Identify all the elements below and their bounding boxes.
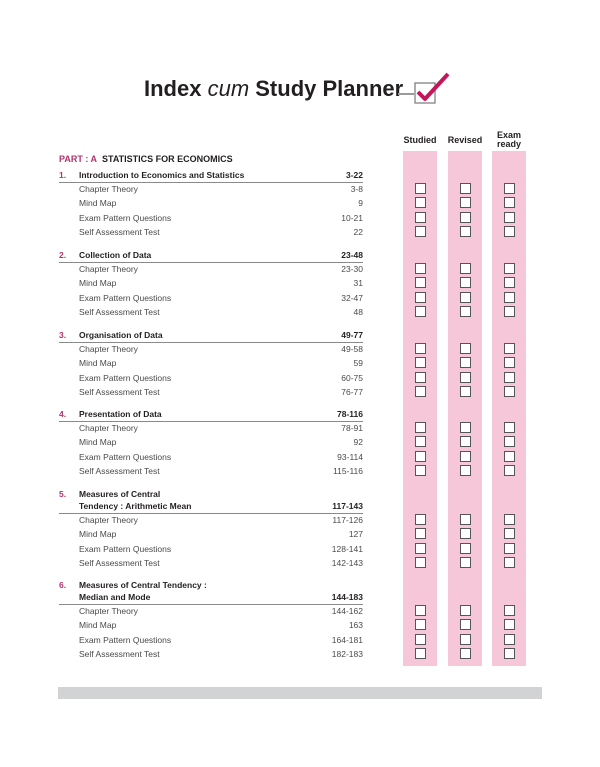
revised-checkbox[interactable] xyxy=(460,306,471,317)
studied-checkbox[interactable] xyxy=(415,528,426,539)
toc-item-row xyxy=(59,527,363,541)
chapter-title: Presentation of Data xyxy=(79,409,162,419)
chapter-heading xyxy=(59,590,363,605)
studied-checkbox[interactable] xyxy=(415,212,426,223)
chapter-heading xyxy=(59,407,363,422)
studied-checkbox[interactable] xyxy=(415,436,426,447)
toc-item-pages: 31 xyxy=(353,278,363,288)
revised-checkbox[interactable] xyxy=(460,451,471,462)
studied-checkbox[interactable] xyxy=(415,343,426,354)
toc-item-row xyxy=(59,291,363,305)
revised-checkbox[interactable] xyxy=(460,197,471,208)
exam-ready-checkbox[interactable] xyxy=(504,557,515,568)
toc-item-row xyxy=(59,305,363,319)
revised-checkbox[interactable] xyxy=(460,648,471,659)
revised-checkbox[interactable] xyxy=(460,422,471,433)
revised-checkbox[interactable] xyxy=(460,436,471,447)
revised-checkbox[interactable] xyxy=(460,514,471,525)
toc-item-pages: 163 xyxy=(348,620,363,630)
exam-ready-checkbox[interactable] xyxy=(504,183,515,194)
exam-ready-checkbox[interactable] xyxy=(504,514,515,525)
exam-ready-header-line1: Exam xyxy=(496,130,522,140)
checkmark-box-icon xyxy=(396,72,456,108)
studied-checkbox[interactable] xyxy=(415,306,426,317)
exam-ready-checkbox[interactable] xyxy=(504,605,515,616)
toc-item-label: Mind Map xyxy=(79,198,117,208)
toc-item-row xyxy=(59,262,363,276)
toc-item-label: Exam Pattern Questions xyxy=(79,452,172,462)
studied-header: Studied xyxy=(403,135,437,145)
studied-checkbox[interactable] xyxy=(415,465,426,476)
chapter-title: Introduction to Economics and Statistics xyxy=(79,170,245,180)
toc-item-row xyxy=(59,647,363,661)
revised-checkbox[interactable] xyxy=(460,277,471,288)
toc-item-pages: 93-114 xyxy=(337,452,363,462)
chapter-number: 5. xyxy=(59,489,67,499)
studied-checkbox[interactable] xyxy=(415,292,426,303)
toc-item-label: Exam Pattern Questions xyxy=(79,544,172,554)
chapter-pages: 78-116 xyxy=(337,409,363,419)
exam-ready-checkbox[interactable] xyxy=(504,451,515,462)
toc-item-label: Chapter Theory xyxy=(79,344,138,354)
toc-item-label: Chapter Theory xyxy=(79,423,138,433)
exam-ready-checkbox[interactable] xyxy=(504,634,515,645)
toc-item-label: Mind Map xyxy=(79,437,117,447)
studied-checkbox[interactable] xyxy=(415,357,426,368)
chapter-pages: 117-143 xyxy=(332,501,363,511)
toc-item-label: Exam Pattern Questions xyxy=(79,635,172,645)
chapter-title: Organisation of Data xyxy=(79,330,163,340)
toc-item-pages: 142-143 xyxy=(331,558,363,568)
toc-item-row xyxy=(59,513,363,527)
studied-checkbox[interactable] xyxy=(415,451,426,462)
toc-item-label: Self Assessment Test xyxy=(79,227,160,237)
toc-item-row xyxy=(59,196,363,210)
toc-item-row xyxy=(59,556,363,570)
exam-ready-checkbox[interactable] xyxy=(504,648,515,659)
exam-ready-checkbox[interactable] xyxy=(504,343,515,354)
title-prefix: Index xyxy=(144,76,208,101)
exam-ready-checkbox[interactable] xyxy=(504,465,515,476)
studied-checkbox[interactable] xyxy=(415,422,426,433)
toc-item-label: Self Assessment Test xyxy=(79,466,160,476)
exam-ready-checkbox[interactable] xyxy=(504,528,515,539)
part-heading xyxy=(59,154,233,164)
toc-item-label: Chapter Theory xyxy=(79,264,138,274)
part-name: STATISTICS FOR ECONOMICS xyxy=(102,154,233,164)
exam-ready-checkbox[interactable] xyxy=(504,197,515,208)
chapter-number: 1. xyxy=(59,170,67,180)
toc-item-pages: 182-183 xyxy=(331,649,363,659)
toc-item-pages: 92 xyxy=(353,437,363,447)
studied-checkbox[interactable] xyxy=(415,605,426,616)
part-label: PART : A xyxy=(59,154,97,164)
toc-item-label: Exam Pattern Questions xyxy=(79,293,172,303)
studied-checkbox[interactable] xyxy=(415,197,426,208)
chapter-title: Collection of Data xyxy=(79,250,152,260)
toc-item-row xyxy=(59,385,363,399)
studied-checkbox[interactable] xyxy=(415,183,426,194)
toc-item-pages: 48 xyxy=(353,307,363,317)
revised-header: Revised xyxy=(447,135,483,145)
exam-ready-checkbox[interactable] xyxy=(504,226,515,237)
revised-checkbox[interactable] xyxy=(460,528,471,539)
studied-checkbox[interactable] xyxy=(415,648,426,659)
exam-ready-checkbox[interactable] xyxy=(504,422,515,433)
chapter-heading xyxy=(59,499,363,514)
toc-item-label: Chapter Theory xyxy=(79,606,138,616)
revised-checkbox[interactable] xyxy=(460,543,471,554)
revised-checkbox[interactable] xyxy=(460,372,471,383)
toc-item-pages: 117-126 xyxy=(332,515,363,525)
toc-item-label: Chapter Theory xyxy=(79,184,138,194)
exam-ready-checkbox[interactable] xyxy=(504,263,515,274)
toc-item-pages: 3-8 xyxy=(350,184,363,194)
toc-item-label: Mind Map xyxy=(79,278,117,288)
revised-checkbox[interactable] xyxy=(460,619,471,630)
studied-checkbox[interactable] xyxy=(415,263,426,274)
toc-item-pages: 10-21 xyxy=(341,213,363,223)
exam-ready-checkbox[interactable] xyxy=(504,543,515,554)
chapter-pages: 23-48 xyxy=(341,250,363,260)
toc-item-label: Mind Map xyxy=(79,620,117,630)
toc-item-pages: 22 xyxy=(353,227,363,237)
revised-checkbox[interactable] xyxy=(460,226,471,237)
toc-item-row xyxy=(59,618,363,632)
studied-checkbox[interactable] xyxy=(415,277,426,288)
chapter-number: 4. xyxy=(59,409,67,419)
title-suffix: Study Planner xyxy=(249,76,404,101)
exam-ready-checkbox[interactable] xyxy=(504,436,515,447)
studied-checkbox[interactable] xyxy=(415,634,426,645)
toc-item-label: Self Assessment Test xyxy=(79,649,160,659)
revised-checkbox[interactable] xyxy=(460,465,471,476)
toc-item-row xyxy=(59,604,363,618)
footer-bar xyxy=(58,687,542,699)
revised-checkbox[interactable] xyxy=(460,212,471,223)
toc-item-row xyxy=(59,211,363,225)
chapter-heading xyxy=(59,328,363,343)
toc-item-row xyxy=(59,421,363,435)
toc-item-label: Self Assessment Test xyxy=(79,558,160,568)
toc-item-pages: 78-91 xyxy=(341,423,363,433)
chapter-pages: 3-22 xyxy=(345,170,363,180)
toc-item-row xyxy=(59,225,363,239)
toc-item-row xyxy=(59,356,363,370)
toc-item-pages: 60-75 xyxy=(341,373,363,383)
chapter-number: 6. xyxy=(59,580,67,590)
toc-item-pages: 59 xyxy=(353,358,363,368)
revised-checkbox[interactable] xyxy=(460,343,471,354)
revised-checkbox[interactable] xyxy=(460,557,471,568)
studied-checkbox[interactable] xyxy=(415,226,426,237)
toc-item-pages: 32-47 xyxy=(341,293,363,303)
exam-ready-checkbox[interactable] xyxy=(504,372,515,383)
revised-checkbox[interactable] xyxy=(460,183,471,194)
toc-item-label: Exam Pattern Questions xyxy=(79,373,172,383)
revised-checkbox[interactable] xyxy=(460,263,471,274)
toc-item-pages: 128-141 xyxy=(331,544,363,554)
toc-item-label: Exam Pattern Questions xyxy=(79,213,172,223)
studied-checkbox[interactable] xyxy=(415,619,426,630)
revised-checkbox[interactable] xyxy=(460,357,471,368)
toc-item-label: Self Assessment Test xyxy=(79,387,160,397)
chapter-heading xyxy=(59,248,363,263)
revised-checkbox[interactable] xyxy=(460,386,471,397)
toc-item-pages: 49-58 xyxy=(341,344,363,354)
toc-item-row xyxy=(59,342,363,356)
toc-item-row xyxy=(59,542,363,556)
toc-item-pages: 115-116 xyxy=(333,466,363,476)
exam-ready-checkbox[interactable] xyxy=(504,292,515,303)
toc-item-row xyxy=(59,464,363,478)
revised-checkbox[interactable] xyxy=(460,634,471,645)
toc-item-label: Chapter Theory xyxy=(79,515,138,525)
revised-checkbox[interactable] xyxy=(460,605,471,616)
toc-item-pages: 127 xyxy=(348,529,363,539)
studied-checkbox[interactable] xyxy=(415,557,426,568)
exam-ready-checkbox[interactable] xyxy=(504,306,515,317)
title-italic: cum xyxy=(207,76,250,101)
exam-ready-checkbox[interactable] xyxy=(504,619,515,630)
studied-checkbox[interactable] xyxy=(415,543,426,554)
toc-item-row xyxy=(59,435,363,449)
exam-ready-checkbox[interactable] xyxy=(504,357,515,368)
chapter-title: Tendency : Arithmetic Mean xyxy=(79,501,192,511)
toc-item-pages: 23-30 xyxy=(341,264,363,274)
exam-ready-header xyxy=(487,131,531,149)
chapter-pages: 49-77 xyxy=(341,330,363,340)
chapter-number: 2. xyxy=(59,250,67,260)
toc-item-pages: 76-77 xyxy=(341,387,363,397)
exam-ready-checkbox[interactable] xyxy=(504,386,515,397)
chapter-number: 3. xyxy=(59,330,67,340)
studied-checkbox[interactable] xyxy=(415,372,426,383)
exam-ready-header-line2: ready xyxy=(496,139,522,149)
toc-item-row xyxy=(59,182,363,196)
toc-item-pages: 9 xyxy=(358,198,363,208)
studied-checkbox[interactable] xyxy=(415,386,426,397)
toc-item-row xyxy=(59,450,363,464)
toc-item-label: Mind Map xyxy=(79,529,117,539)
chapter-title-text: Measures of Central xyxy=(79,489,161,499)
page-title xyxy=(144,76,403,102)
toc-item-row xyxy=(59,371,363,385)
chapter-pages: 144-183 xyxy=(331,592,363,602)
toc-item-pages: 144-162 xyxy=(331,606,363,616)
exam-ready-checkbox[interactable] xyxy=(504,212,515,223)
chapter-title-text: Measures of Central Tendency : xyxy=(79,580,207,590)
toc-item-row xyxy=(59,276,363,290)
toc-item-label: Mind Map xyxy=(79,358,117,368)
exam-ready-checkbox[interactable] xyxy=(504,277,515,288)
revised-checkbox[interactable] xyxy=(460,292,471,303)
chapter-heading xyxy=(59,168,363,183)
toc-item-label: Self Assessment Test xyxy=(79,307,160,317)
chapter-title: Median and Mode xyxy=(79,592,151,602)
toc-item-pages: 164-181 xyxy=(331,635,363,645)
studied-checkbox[interactable] xyxy=(415,514,426,525)
toc-item-row xyxy=(59,633,363,647)
